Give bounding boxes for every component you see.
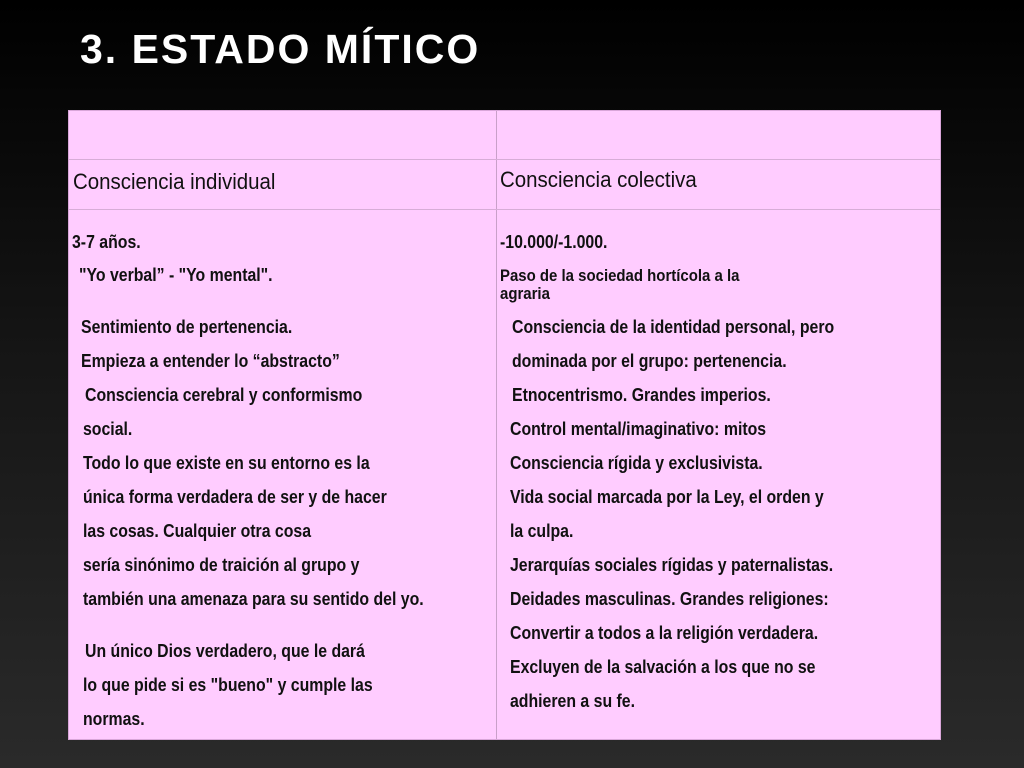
left-line: normas. — [83, 709, 145, 729]
column-divider — [496, 111, 497, 739]
slide-title: 3. ESTADO MÍTICO — [80, 26, 481, 72]
header-consciencia-individual: Consciencia individual — [73, 169, 276, 194]
right-line: Excluyen de la salvación a los que no se — [510, 657, 816, 677]
right-line: Convertir a todos a la religión verdadera. — [510, 623, 819, 643]
left-line: única forma verdadera de ser y de hacer — [83, 487, 387, 507]
right-line: Etnocentrismo. Grandes imperios. — [512, 385, 771, 405]
row-divider — [69, 209, 940, 210]
right-line: la culpa. — [510, 521, 574, 541]
left-line: también una amenaza para su sentido del yo. — [83, 589, 424, 609]
right-line: adhieren a su fe. — [510, 691, 636, 711]
content-table — [68, 110, 941, 740]
right-line: Jerarquías sociales rígidas y paternalistas. — [510, 555, 834, 575]
right-line: Consciencia de la identidad personal, pero — [512, 317, 835, 337]
right-line: Deidades masculinas. Grandes religiones: — [510, 589, 829, 609]
right-transition-line-1: Paso de la sociedad hortícola a la — [500, 266, 740, 285]
right-line: Control mental/imaginativo: mitos — [510, 419, 767, 439]
left-line: Empieza a entender lo “abstracto” — [81, 351, 340, 371]
left-line: lo que pide si es "bueno" y cumple las — [83, 675, 373, 695]
left-line: Consciencia cerebral y conformismo — [85, 385, 363, 405]
right-period: -10.000/-1.000. — [500, 232, 608, 252]
left-line: social. — [83, 419, 133, 439]
left-line: las cosas. Cualquier otra cosa — [83, 521, 312, 541]
right-transition-line-2: agraria — [500, 284, 550, 303]
right-line: Vida social marcada por la Ley, el orden y — [510, 487, 824, 507]
left-yo-stage: "Yo verbal” - "Yo mental". — [79, 265, 273, 285]
row-divider — [69, 159, 940, 160]
left-line: Todo lo que existe en su entorno es la — [83, 453, 370, 473]
left-line: sería sinónimo de traición al grupo y — [83, 555, 360, 575]
header-consciencia-colectiva: Consciencia colectiva — [500, 167, 697, 192]
left-age-range: 3-7 años. — [72, 232, 141, 252]
left-line: Sentimiento de pertenencia. — [81, 317, 293, 337]
right-line: dominada por el grupo: pertenencia. — [512, 351, 787, 371]
right-line: Consciencia rígida y exclusivista. — [510, 453, 763, 473]
left-line: Un único Dios verdadero, que le dará — [85, 641, 365, 661]
